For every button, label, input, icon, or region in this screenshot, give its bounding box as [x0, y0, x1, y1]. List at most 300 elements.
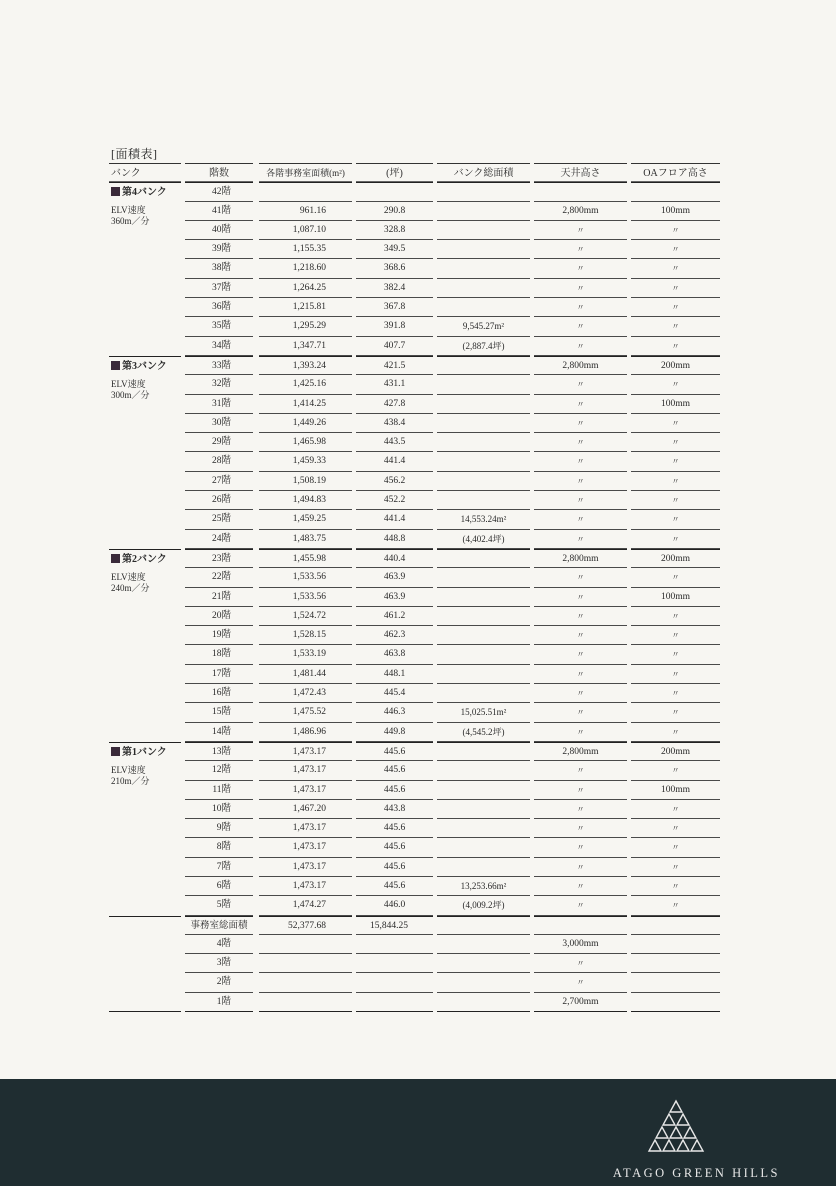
- bank-total-cell: [437, 298, 530, 317]
- bank-total-cell: [437, 819, 530, 838]
- area-m2-cell: 1,393.24: [259, 356, 352, 375]
- area-m2-cell: 1,473.17: [259, 761, 352, 780]
- bank-cell: [109, 375, 181, 394]
- oa-height-cell: 〃: [631, 626, 720, 645]
- elv-label: ELV速度: [111, 571, 146, 582]
- bank-name: 第2バンク: [122, 553, 167, 565]
- ceiling-height-cell: 〃: [534, 684, 627, 703]
- floor-cell: 2階: [185, 973, 253, 992]
- ceiling-height-cell: 〃: [534, 279, 627, 298]
- bank-cell: [109, 935, 181, 954]
- bank-cell: [109, 337, 181, 356]
- area-tsubo-cell: [356, 182, 433, 201]
- area-tsubo-cell: 440.4: [356, 549, 433, 568]
- area-m2-cell: 1,486.96: [259, 723, 352, 742]
- header-bank: バンク: [109, 163, 181, 182]
- oa-height-cell: 〃: [631, 703, 720, 722]
- bank-total-cell: [437, 800, 530, 819]
- ceiling-height-cell: 〃: [534, 819, 627, 838]
- bank-label: [111, 743, 167, 762]
- bank-cell: [109, 993, 181, 1012]
- area-tsubo-cell: 445.6: [356, 877, 433, 896]
- ceiling-height-cell: 〃: [534, 433, 627, 452]
- bank-cell: [109, 433, 181, 452]
- area-m2-cell: 1,414.25: [259, 395, 352, 414]
- area-tsubo-cell: [356, 935, 433, 954]
- area-tsubo-cell: 367.8: [356, 298, 433, 317]
- area-m2-cell: 1,155.35: [259, 240, 352, 259]
- floor-cell: 10階: [185, 800, 253, 819]
- floor-cell: 8階: [185, 838, 253, 857]
- ceiling-height-cell: 〃: [534, 337, 627, 356]
- ceiling-height-cell: 〃: [534, 858, 627, 877]
- floor-cell: 3階: [185, 954, 253, 973]
- bank-total-cell: 14,553.24m²: [437, 510, 530, 529]
- bank-label: [111, 357, 167, 376]
- bank-cell: [109, 452, 181, 471]
- area-m2-cell: 1,508.19: [259, 472, 352, 491]
- elv-speed-value: 210m／分: [111, 775, 150, 786]
- floor-cell: 37階: [185, 279, 253, 298]
- ceiling-height-cell: 〃: [534, 877, 627, 896]
- bank-total-cell: [437, 202, 530, 221]
- oa-height-cell: 〃: [631, 240, 720, 259]
- bank-label: [111, 183, 167, 202]
- area-tsubo-cell: 448.8: [356, 530, 433, 549]
- oa-height-cell: 100mm: [631, 781, 720, 800]
- area-m2-cell: 1,524.72: [259, 607, 352, 626]
- oa-height-cell: 〃: [631, 723, 720, 742]
- bank-cell: [109, 472, 181, 491]
- area-tsubo-cell: 290.8: [356, 202, 433, 221]
- floor-cell: 9階: [185, 819, 253, 838]
- ceiling-height-cell: 2,700mm: [534, 993, 627, 1012]
- bank-total-cell: [437, 588, 530, 607]
- area-tsubo-cell: 441.4: [356, 452, 433, 471]
- bank-cell: [109, 858, 181, 877]
- floor-cell: 34階: [185, 337, 253, 356]
- area-tsubo-cell: 445.4: [356, 684, 433, 703]
- area-m2-cell: 1,459.25: [259, 510, 352, 529]
- floor-cell: 13階: [185, 742, 253, 761]
- total-label: 事務室総面積: [185, 916, 253, 935]
- elv-speed-value: 300m／分: [111, 389, 150, 400]
- floor-cell: 32階: [185, 375, 253, 394]
- floor-cell: 26階: [185, 491, 253, 510]
- area-tsubo-cell: 443.8: [356, 800, 433, 819]
- ceiling-height-cell: 〃: [534, 259, 627, 278]
- area-tsubo-cell: 349.5: [356, 240, 433, 259]
- area-m2-cell: 1,215.81: [259, 298, 352, 317]
- bank-total-cell: [437, 491, 530, 510]
- area-tsubo-cell: 431.1: [356, 375, 433, 394]
- ceiling-height-cell: 〃: [534, 452, 627, 471]
- header-area-m2: 各階事務室面積(m²): [259, 163, 352, 182]
- floor-cell: 25階: [185, 510, 253, 529]
- floor-cell: 36階: [185, 298, 253, 317]
- bank-total-cell: 9,545.27m²: [437, 317, 530, 336]
- area-m2-cell: 1,481.44: [259, 665, 352, 684]
- bank-total-cell: 15,025.51m²: [437, 703, 530, 722]
- bank-total-cell: [437, 607, 530, 626]
- floor-cell: 38階: [185, 259, 253, 278]
- area-tsubo-cell: 463.8: [356, 645, 433, 664]
- area-tsubo-cell: 445.6: [356, 858, 433, 877]
- floor-cell: 29階: [185, 433, 253, 452]
- elv-speed-value: 240m／分: [111, 582, 150, 593]
- floor-cell: 21階: [185, 588, 253, 607]
- bank-cell: [109, 202, 181, 221]
- bank-cell: [109, 221, 181, 240]
- elv-speed-value: 360m／分: [111, 216, 150, 227]
- oa-height-cell: 〃: [631, 491, 720, 510]
- bank-total-cell: [437, 472, 530, 491]
- area-m2-cell: 1,475.52: [259, 703, 352, 722]
- area-tsubo-cell: 449.8: [356, 723, 433, 742]
- oa-height-cell: 〃: [631, 858, 720, 877]
- oa-height-cell: 〃: [631, 472, 720, 491]
- oa-height-cell: [631, 993, 720, 1012]
- oa-height-cell: 〃: [631, 279, 720, 298]
- oa-height-cell: 〃: [631, 800, 720, 819]
- bank-cell: [109, 395, 181, 414]
- ceiling-height-cell: 〃: [534, 491, 627, 510]
- ceiling-height-cell: 3,000mm: [534, 935, 627, 954]
- floor-cell: 24階: [185, 530, 253, 549]
- area-m2-cell: [259, 935, 352, 954]
- oa-height-cell: [631, 935, 720, 954]
- floor-cell: 22階: [185, 568, 253, 587]
- bank-cell: [109, 626, 181, 645]
- bank-cell: [109, 916, 181, 935]
- oa-height-cell: 100mm: [631, 395, 720, 414]
- ceiling-height-cell: 〃: [534, 973, 627, 992]
- bank-name: 第3バンク: [122, 360, 167, 372]
- bank-cell: [109, 298, 181, 317]
- bank-total-cell: [437, 684, 530, 703]
- oa-height-cell: 〃: [631, 221, 720, 240]
- bank-cell: [109, 684, 181, 703]
- oa-height-cell: [631, 954, 720, 973]
- bank-total-cell: [437, 259, 530, 278]
- bank-cell: [109, 723, 181, 742]
- area-m2-cell: 1,472.43: [259, 684, 352, 703]
- brand-name: ATAGO GREEN HILLS: [612, 1166, 780, 1180]
- floor-cell: 23階: [185, 549, 253, 568]
- empty-cell: [534, 916, 627, 935]
- bank-cell: [109, 317, 181, 336]
- ceiling-height-cell: 〃: [534, 665, 627, 684]
- bank-total-cell: [437, 549, 530, 568]
- header-area-tsubo: (坪): [356, 163, 433, 182]
- oa-height-cell: [631, 973, 720, 992]
- area-m2-cell: 1,473.17: [259, 858, 352, 877]
- ceiling-height-cell: 〃: [534, 298, 627, 317]
- oa-height-cell: 〃: [631, 298, 720, 317]
- area-tsubo-cell: 445.6: [356, 742, 433, 761]
- bank-cell: [109, 973, 181, 992]
- bank-total-cell: [437, 761, 530, 780]
- oa-height-cell: 〃: [631, 375, 720, 394]
- bank-cell: [109, 259, 181, 278]
- bank-total-cell: [437, 375, 530, 394]
- bank-cell: [109, 588, 181, 607]
- bank-total-cell: (2,887.4坪): [437, 337, 530, 356]
- bank-cell: [109, 491, 181, 510]
- area-m2-cell: 1,467.20: [259, 800, 352, 819]
- floor-cell: 18階: [185, 645, 253, 664]
- area-m2-cell: 1,473.17: [259, 838, 352, 857]
- area-tsubo-cell: 461.2: [356, 607, 433, 626]
- oa-height-cell: 〃: [631, 259, 720, 278]
- square-bullet-icon: [111, 747, 120, 756]
- empty-cell: [437, 916, 530, 935]
- bank-total-cell: [437, 935, 530, 954]
- total-m2: 52,377.68: [259, 916, 352, 935]
- ceiling-height-cell: 〃: [534, 221, 627, 240]
- floor-cell: 7階: [185, 858, 253, 877]
- area-m2-cell: [259, 973, 352, 992]
- oa-height-cell: 〃: [631, 414, 720, 433]
- area-tsubo-cell: 427.8: [356, 395, 433, 414]
- bank-cell: [109, 549, 181, 593]
- floor-cell: 19階: [185, 626, 253, 645]
- ceiling-height-cell: 〃: [534, 954, 627, 973]
- ceiling-height-cell: 〃: [534, 317, 627, 336]
- floor-cell: 39階: [185, 240, 253, 259]
- area-tsubo-cell: 456.2: [356, 472, 433, 491]
- floor-cell: 41階: [185, 202, 253, 221]
- bank-total-cell: [437, 993, 530, 1012]
- elv-label: ELV速度: [111, 205, 146, 216]
- area-m2-cell: 1,474.27: [259, 896, 352, 915]
- floor-cell: 17階: [185, 665, 253, 684]
- ceiling-height-cell: 〃: [534, 530, 627, 549]
- bank-total-cell: (4,545.2坪): [437, 723, 530, 742]
- empty-cell: [631, 916, 720, 935]
- oa-height-cell: 〃: [631, 337, 720, 356]
- area-m2-cell: 1,264.25: [259, 279, 352, 298]
- bank-cell: [109, 240, 181, 259]
- floor-cell: 40階: [185, 221, 253, 240]
- ceiling-height-cell: 〃: [534, 800, 627, 819]
- oa-height-cell: 100mm: [631, 588, 720, 607]
- bank-name: 第4バンク: [122, 187, 167, 199]
- oa-height-cell: 〃: [631, 607, 720, 626]
- oa-height-cell: 〃: [631, 452, 720, 471]
- bank-total-cell: [437, 452, 530, 471]
- bank-total-cell: [437, 182, 530, 201]
- bank-total-cell: [437, 433, 530, 452]
- bank-total-cell: [437, 240, 530, 259]
- ceiling-height-cell: 2,800mm: [534, 356, 627, 375]
- oa-height-cell: 〃: [631, 761, 720, 780]
- oa-height-cell: 200mm: [631, 549, 720, 568]
- area-tsubo-cell: 446.3: [356, 703, 433, 722]
- bank-cell: [109, 742, 181, 786]
- area-m2-cell: 1,473.17: [259, 781, 352, 800]
- bank-cell: [109, 182, 181, 227]
- area-m2-cell: 1,455.98: [259, 549, 352, 568]
- ceiling-height-cell: 2,800mm: [534, 549, 627, 568]
- bank-cell: [109, 645, 181, 664]
- oa-height-cell: 〃: [631, 317, 720, 336]
- area-tsubo-cell: 382.4: [356, 279, 433, 298]
- area-tsubo-cell: 463.9: [356, 588, 433, 607]
- bank-cell: [109, 703, 181, 722]
- ceiling-height-cell: 〃: [534, 645, 627, 664]
- bank-total-cell: [437, 781, 530, 800]
- oa-height-cell: 〃: [631, 645, 720, 664]
- area-m2-cell: 1,533.19: [259, 645, 352, 664]
- oa-height-cell: 〃: [631, 433, 720, 452]
- ceiling-height-cell: 2,800mm: [534, 202, 627, 221]
- area-m2-cell: 1,465.98: [259, 433, 352, 452]
- ceiling-height-cell: 〃: [534, 375, 627, 394]
- oa-height-cell: 〃: [631, 568, 720, 587]
- bank-total-cell: (4,402.4坪): [437, 530, 530, 549]
- ceiling-height-cell: 〃: [534, 414, 627, 433]
- square-bullet-icon: [111, 187, 120, 196]
- bank-total-cell: [437, 954, 530, 973]
- bank-name: 第1バンク: [122, 746, 167, 758]
- area-m2-cell: 1,473.17: [259, 877, 352, 896]
- area-m2-cell: 1,473.17: [259, 742, 352, 761]
- area-tsubo-cell: 445.6: [356, 761, 433, 780]
- bank-cell: [109, 800, 181, 819]
- square-bullet-icon: [111, 361, 120, 370]
- bank-total-cell: [437, 414, 530, 433]
- area-m2-cell: 1,087.10: [259, 221, 352, 240]
- area-m2-cell: 1,528.15: [259, 626, 352, 645]
- floor-cell: 12階: [185, 761, 253, 780]
- bank-total-cell: 13,253.66m²: [437, 877, 530, 896]
- footer-band: [0, 1079, 836, 1186]
- area-tsubo-cell: 443.5: [356, 433, 433, 452]
- ceiling-height-cell: 〃: [534, 723, 627, 742]
- bank-cell: [109, 761, 181, 780]
- area-m2-cell: 961.16: [259, 202, 352, 221]
- area-tsubo-cell: 446.0: [356, 896, 433, 915]
- area-tsubo-cell: 438.4: [356, 414, 433, 433]
- area-m2-cell: 1,449.26: [259, 414, 352, 433]
- bank-total-cell: [437, 973, 530, 992]
- total-tsubo: 15,844.25: [356, 916, 433, 935]
- floor-cell: 14階: [185, 723, 253, 742]
- area-m2-cell: 1,473.17: [259, 819, 352, 838]
- area-tsubo-cell: 441.4: [356, 510, 433, 529]
- ceiling-height-cell: 〃: [534, 510, 627, 529]
- bank-total-cell: [437, 742, 530, 761]
- bank-cell: [109, 568, 181, 587]
- area-m2-cell: 1,218.60: [259, 259, 352, 278]
- oa-height-cell: 〃: [631, 896, 720, 915]
- floor-cell: 11階: [185, 781, 253, 800]
- bank-cell: [109, 607, 181, 626]
- bank-total-cell: [437, 568, 530, 587]
- floor-cell: 20階: [185, 607, 253, 626]
- bank-total-cell: [437, 626, 530, 645]
- ceiling-height-cell: 〃: [534, 703, 627, 722]
- area-tsubo-cell: [356, 993, 433, 1012]
- area-m2-cell: 1,483.75: [259, 530, 352, 549]
- ceiling-height-cell: 〃: [534, 472, 627, 491]
- area-m2-cell: 1,295.29: [259, 317, 352, 336]
- bank-total-cell: [437, 356, 530, 375]
- floor-cell: 28階: [185, 452, 253, 471]
- header-ceiling-height: 天井高さ: [534, 163, 627, 182]
- ceiling-height-cell: 〃: [534, 761, 627, 780]
- bank-cell: [109, 356, 181, 400]
- area-tsubo-cell: 448.1: [356, 665, 433, 684]
- bank-cell: [109, 896, 181, 915]
- bank-total-cell: [437, 665, 530, 684]
- header-floor: 階数: [185, 163, 253, 182]
- bank-total-cell: [437, 838, 530, 857]
- area-m2-cell: 1,533.56: [259, 568, 352, 587]
- area-tsubo-cell: 407.7: [356, 337, 433, 356]
- header-bank-total: バンク総面積: [437, 163, 530, 182]
- elv-label: ELV速度: [111, 764, 146, 775]
- oa-height-cell: 200mm: [631, 742, 720, 761]
- bank-total-cell: [437, 858, 530, 877]
- floor-cell: 6階: [185, 877, 253, 896]
- area-m2-cell: 1,347.71: [259, 337, 352, 356]
- page-title: [面積表]: [111, 147, 158, 161]
- area-tsubo-cell: [356, 954, 433, 973]
- ceiling-height-cell: 〃: [534, 607, 627, 626]
- area-m2-cell: 1,425.16: [259, 375, 352, 394]
- bank-cell: [109, 838, 181, 857]
- bank-label: [111, 550, 167, 569]
- bank-cell: [109, 665, 181, 684]
- area-tsubo-cell: 462.3: [356, 626, 433, 645]
- triangle-cluster-logo: [646, 1099, 706, 1153]
- area-tsubo-cell: 445.6: [356, 781, 433, 800]
- bank-total-cell: (4,009.2坪): [437, 896, 530, 915]
- floor-cell: 5階: [185, 896, 253, 915]
- bank-cell: [109, 510, 181, 529]
- oa-height-cell: 〃: [631, 819, 720, 838]
- bank-cell: [109, 781, 181, 800]
- oa-height-cell: 100mm: [631, 202, 720, 221]
- square-bullet-icon: [111, 554, 120, 563]
- area-m2-cell: [259, 182, 352, 201]
- area-tsubo-cell: 463.9: [356, 568, 433, 587]
- area-tsubo-cell: 328.8: [356, 221, 433, 240]
- floor-cell: 42階: [185, 182, 253, 201]
- bank-cell: [109, 954, 181, 973]
- ceiling-height-cell: 〃: [534, 588, 627, 607]
- area-m2-cell: 1,459.33: [259, 452, 352, 471]
- floor-cell: 1階: [185, 993, 253, 1012]
- area-m2-cell: [259, 993, 352, 1012]
- oa-height-cell: 〃: [631, 684, 720, 703]
- elv-label: ELV速度: [111, 378, 146, 389]
- oa-height-cell: [631, 182, 720, 201]
- bank-total-cell: [437, 395, 530, 414]
- ceiling-height-cell: 〃: [534, 568, 627, 587]
- floor-cell: 15階: [185, 703, 253, 722]
- bank-total-cell: [437, 279, 530, 298]
- bank-cell: [109, 819, 181, 838]
- ceiling-height-cell: 2,800mm: [534, 742, 627, 761]
- oa-height-cell: 〃: [631, 877, 720, 896]
- floor-cell: 30階: [185, 414, 253, 433]
- area-tsubo-cell: 368.6: [356, 259, 433, 278]
- floor-cell: 27階: [185, 472, 253, 491]
- ceiling-height-cell: 〃: [534, 626, 627, 645]
